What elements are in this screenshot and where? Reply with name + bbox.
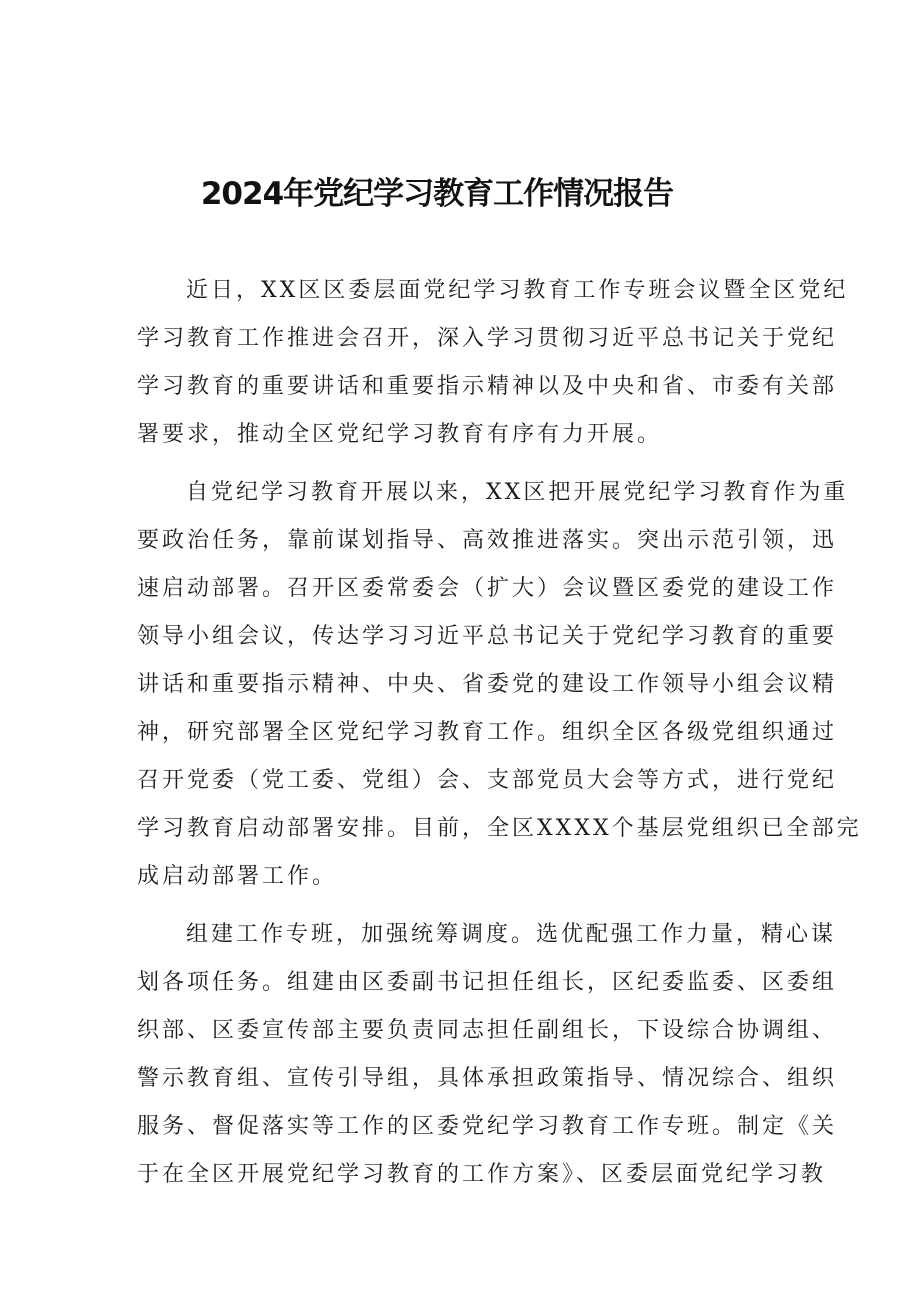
document-body (137, 267, 862, 1209)
text-line: 领导小组会议，传达学习习近平总书记关于党纪学习教育的重要 (137, 624, 838, 649)
text-line: 学习教育启动部署安排。目前，全区XXXX个基层党组织已全部完 (137, 816, 862, 841)
paragraph-3 (137, 911, 838, 1199)
paragraph-2 (137, 469, 862, 901)
text-line: 学习教育工作推进会召开，深入学习贯彻习近平总书记关于党纪 (137, 326, 838, 351)
text-line: 成启动部署工作。 (137, 864, 338, 889)
text-line: 织部、区委宣传部主要负责同志担任副组长，下设综合协调组、 (137, 1018, 838, 1043)
text-line: 组建工作专班，加强统筹调度。选优配强工作力量，精心谋 (186, 922, 837, 947)
text-line: 神，研究部署全区党纪学习教育工作。组织全区各级党组织通过 (137, 720, 838, 745)
text-line: 于在全区开展党纪学习教育的工作方案》、区委层面党纪学习教 (137, 1162, 827, 1187)
text-line: 学习教育的重要讲话和重要指示精神以及中央和省、市委有关部 (137, 374, 838, 399)
text-line: 划各项任务。组建由区委副书记担任组长，区纪委监委、区委组 (137, 970, 838, 995)
text-line: 近日，XX区区委层面党纪学习教育工作专班会议暨全区党纪 (186, 278, 849, 303)
text-line: 速启动部署。召开区委常委会（扩大）会议暨区委党的建设工作 (137, 576, 838, 601)
text-line: 召开党委（党工委、党组）会、支部党员大会等方式，进行党纪 (137, 768, 838, 793)
text-line: 讲话和重要指示精神、中央、省委党的建设工作领导小组会议精 (137, 672, 838, 697)
text-line: 警示教育组、宣传引导组，具体承担政策指导、情况综合、组织 (137, 1066, 838, 1091)
text-line: 署要求，推动全区党纪学习教育有序有力开展。 (137, 422, 663, 447)
text-line: 自党纪学习教育开展以来，XX区把开展党纪学习教育作为重 (186, 480, 849, 505)
text-line: 服务、督促落实等工作的区委党纪学习教育工作专班。制定《关 (137, 1114, 838, 1139)
document-title: 2024年党纪学习教育工作情况报告 (200, 176, 674, 212)
text-line: 要政治任务，靠前谋划指导、高效推进落实。突出示范引领，迅 (137, 528, 838, 553)
paragraph-1 (137, 267, 849, 459)
